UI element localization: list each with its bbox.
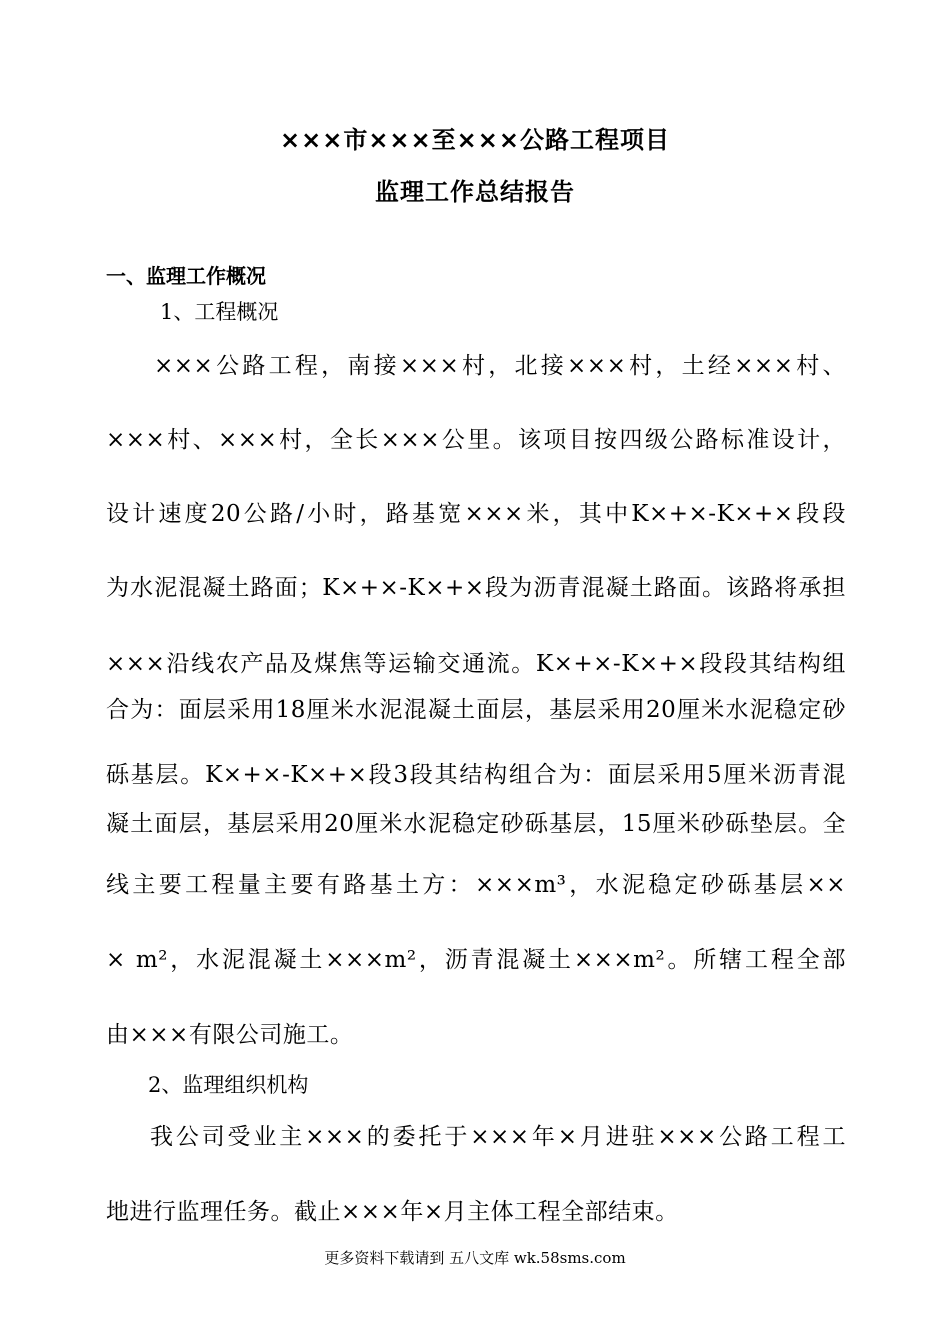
footer-text: 更多资料下载请到 五八文库 wk.58sms.com <box>324 1249 626 1267</box>
section-heading: 一、监理工作概况 <box>106 264 266 288</box>
paragraph-line: 为水泥混凝土路面；K×+×-K×+×段为沥青混凝土路面。该路将承担 <box>106 575 846 601</box>
paragraph-line: ×××沿线农产品及煤焦等运输交通流。K×+×-K×+×段段其结构组 <box>106 651 846 677</box>
paragraph-line: × m²，水泥混凝土×××m²，沥青混凝土×××m²。所辖工程全部 <box>106 947 846 973</box>
paragraph-line: 设计速度20公路/小时，路基宽×××米，其中K×+×-K×+×段段 <box>106 501 846 527</box>
paragraph-line: ×××公路工程，南接×××村，北接×××村，土经×××村、 <box>154 353 846 379</box>
subsection-heading-organization: 2、监理组织机构 <box>148 1073 309 1097</box>
paragraph-line: 凝土面层，基层采用20厘米水泥稳定砂砾基层，15厘米砂砾垫层。全 <box>106 811 846 837</box>
paragraph-line: 合为：面层采用18厘米水泥混凝土面层，基层采用20厘米水泥稳定砂 <box>106 697 846 723</box>
document-title: ×××市×××至×××公路工程项目 <box>280 126 670 154</box>
paragraph-line: ×××村、×××村，全长×××公里。该项目按四级公路标准设计， <box>106 427 846 453</box>
paragraph-line: 我公司受业主×××的委托于×××年×月进驻×××公路工程工 <box>150 1124 846 1150</box>
paragraph-line: 线主要工程量主要有路基土方：×××m³，水泥稳定砂砾基层×× <box>106 872 846 898</box>
paragraph-line: 砾基层。K×+×-K×+×段3段其结构组合为：面层采用5厘米沥青混 <box>106 762 846 788</box>
document-subtitle: 监理工作总结报告 <box>375 178 575 206</box>
subsection-heading-project-overview: 1、工程概况 <box>160 300 279 324</box>
paragraph-line: 地进行监理任务。截止×××年×月主体工程全部结束。 <box>106 1199 679 1225</box>
paragraph-line: 由×××有限公司施工。 <box>106 1022 354 1048</box>
